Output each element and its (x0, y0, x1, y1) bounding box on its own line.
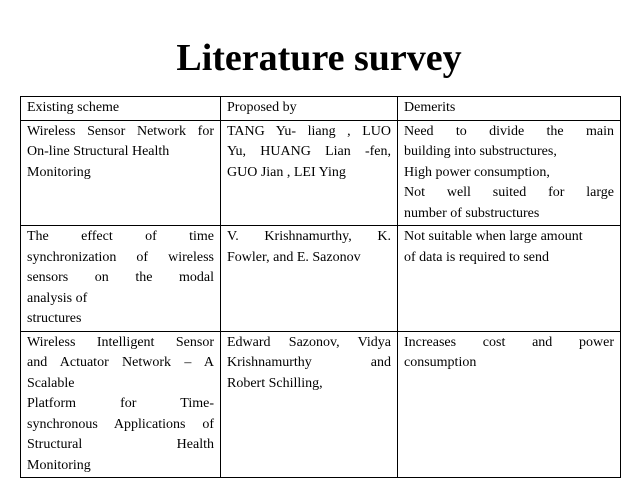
cell-existing-scheme (21, 226, 221, 332)
cell-line: Yu, HUANG Lian -fen, (227, 144, 391, 159)
cell-line: Robert Schilling, (227, 375, 323, 391)
cell-line: High power consumption, (404, 164, 550, 180)
cell-line: and Actuator Network – A (27, 355, 214, 370)
cell-line: number of substructures (404, 205, 540, 221)
cell-demerits (398, 331, 621, 478)
table-header-row (21, 97, 621, 121)
cell-line: of data is required to send (404, 249, 550, 265)
cell-line: GUO Jian , LEI Ying (227, 164, 346, 180)
header-existing-scheme: Existing scheme (21, 97, 221, 121)
cell-line: TANG Yu- liang , LUO (227, 123, 391, 139)
cell-demerits (398, 226, 621, 332)
cell-proposed-by (221, 120, 398, 226)
cell-line: consumption (404, 355, 477, 370)
cell-line: synchronization of wireless (27, 249, 214, 265)
cell-line: The effect of time (27, 229, 214, 244)
literature-table (20, 96, 621, 478)
cell-line: Monitoring (27, 164, 91, 180)
cell-line: analysis of (27, 290, 88, 306)
cell-line: Edward Sazonov, Vidya (227, 334, 391, 350)
cell-line: Krishnamurthy and (227, 355, 391, 370)
cell-line: synchronous Applications of (27, 416, 214, 432)
cell-line: Fowler, and E. Sazonov (227, 249, 361, 265)
cell-proposed-by (221, 331, 398, 478)
cell-line: sensors on the modal (27, 270, 214, 285)
slide-title: Literature survey (176, 37, 462, 79)
table-row (21, 331, 621, 478)
cell-line: Platform for Time- (27, 396, 214, 411)
cell-line: Increases cost and power (404, 334, 614, 350)
cell-line: Scalable (27, 375, 75, 391)
cell-proposed-by (221, 226, 398, 332)
cell-line: Not well suited for large (404, 185, 614, 200)
table-row (21, 226, 621, 332)
header-proposed-by: Proposed by (221, 97, 398, 121)
cell-existing-scheme (21, 331, 221, 478)
cell-line: V. Krishnamurthy, K. (227, 229, 391, 244)
cell-existing-scheme (21, 120, 221, 226)
cell-line: Wireless Intelligent Sensor (27, 334, 214, 350)
cell-line: Not suitable when large amount (404, 229, 583, 244)
cell-line: Structural Health (27, 437, 214, 452)
cell-line: Monitoring (27, 457, 91, 473)
cell-line: building into substructures, (404, 144, 557, 159)
cell-line: Wireless Sensor Network for (27, 123, 214, 139)
table-row (21, 120, 621, 226)
cell-line: Need to divide the main (404, 123, 614, 139)
cell-line: structures (27, 311, 82, 326)
header-demerits: Demerits (398, 97, 621, 121)
cell-demerits (398, 120, 621, 226)
cell-line: On-line Structural Health (27, 144, 170, 159)
